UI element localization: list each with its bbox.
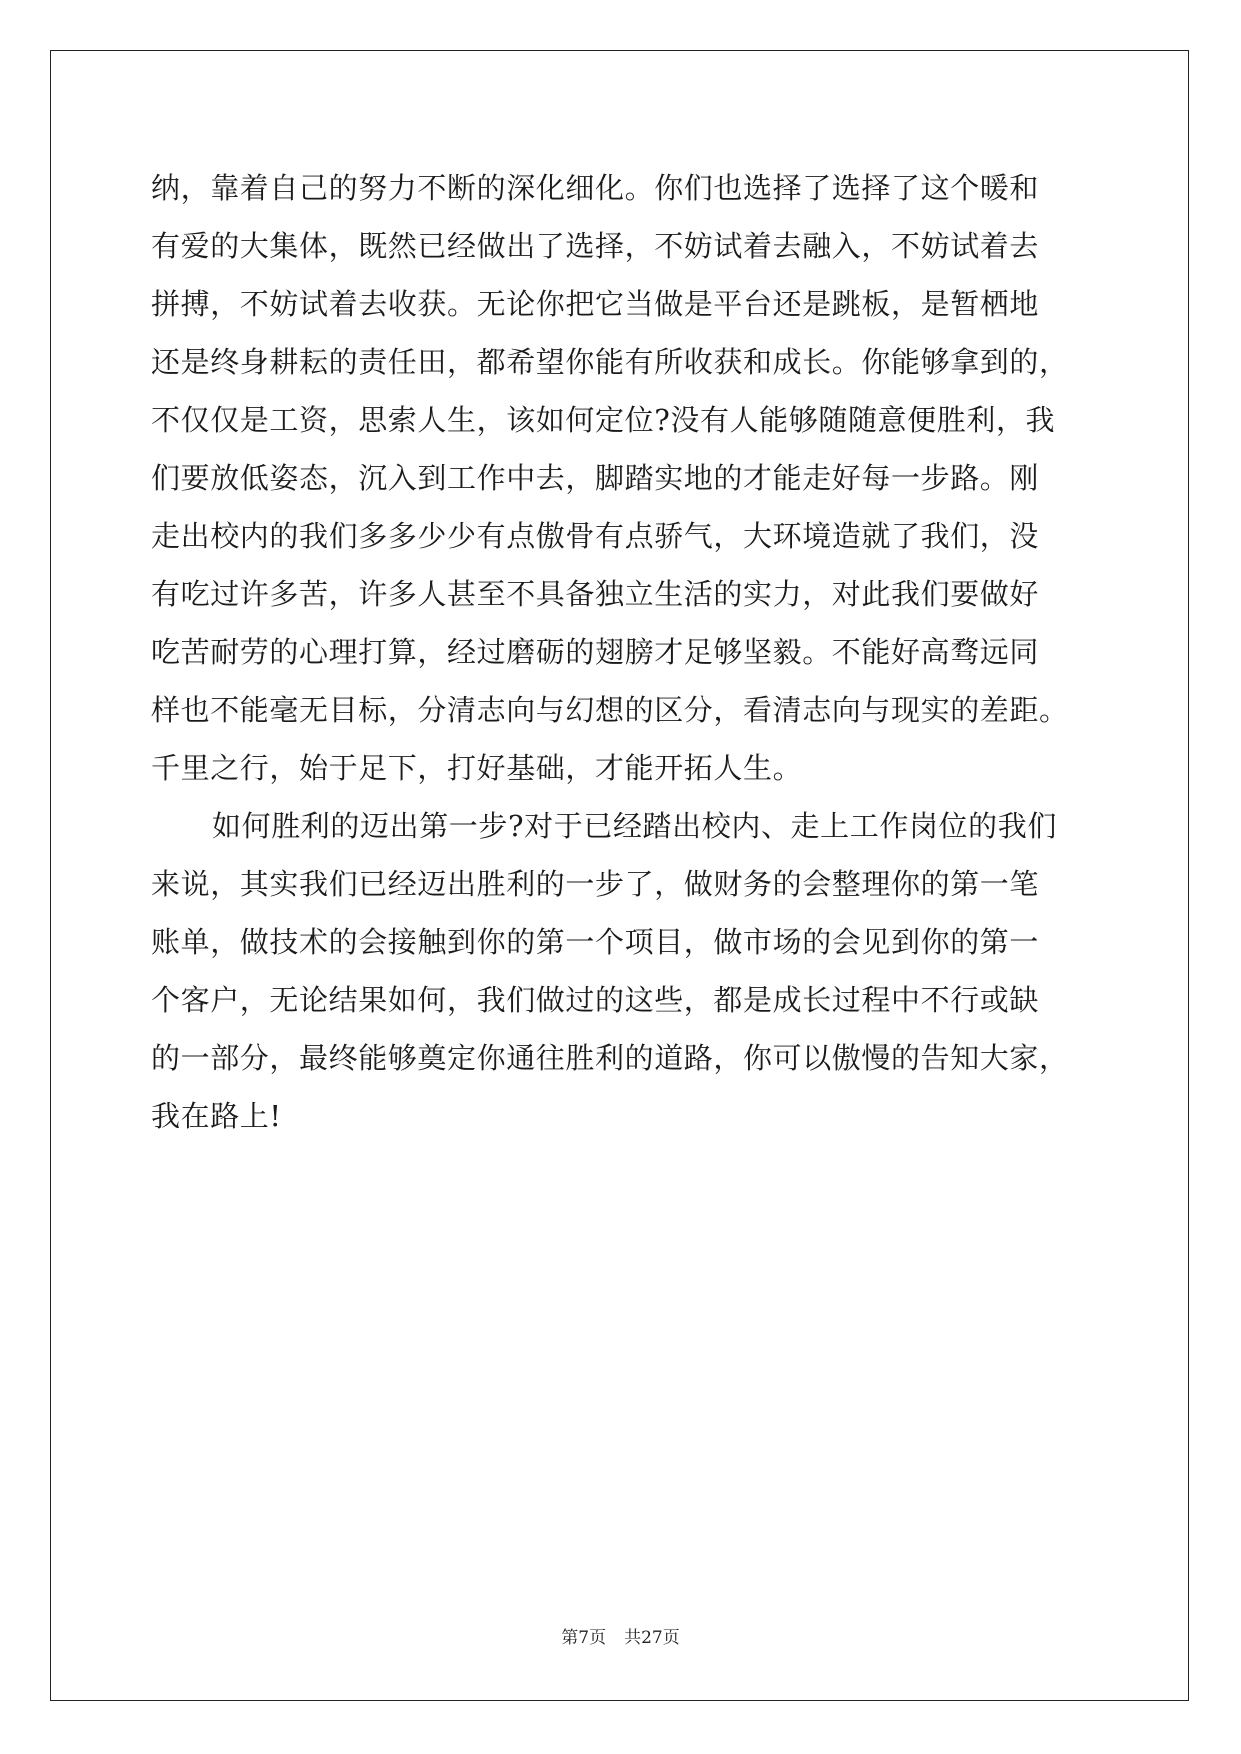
paragraph-line: 个客户，无论结果如何，我们做过的这些，都是成长过程中不行或缺 [151,983,1040,1017]
paragraph-line: 样也不能毫无目标，分清志向与幻想的区分，看清志向与现实的差距。 [151,693,1069,727]
paragraph-line-indented: 如何胜利的迈出第一步?对于已经踏出校内、走上工作岗位的我们 [212,809,1057,843]
paragraph-line: 的一部分，最终能够奠定你通往胜利的道路，你可以傲慢的告知大家， [151,1041,1069,1075]
paragraph-line: 有吃过许多苦，许多人甚至不具备独立生活的实力，对此我们要做好 [151,577,1040,611]
page-number-current: 第7页 [561,1628,607,1648]
paragraph-line: 千里之行，始于足下，打好基础，才能开拓人生。 [151,751,803,785]
paragraph-line: 有爱的大集体，既然已经做出了选择，不妨试着去融入，不妨试着去 [151,229,1040,263]
paragraph-line: 吃苦耐劳的心理打算，经过磨砺的翅膀才足够坚毅。不能好高骛远同 [151,635,1040,669]
page-footer [0,1627,1241,1649]
paragraph-line: 们要放低姿态，沉入到工作中去，脚踏实地的才能走好每一步路。刚 [151,461,1040,495]
paragraph-line: 账单，做技术的会接触到你的第一个项目，做市场的会见到你的第一 [151,925,1040,959]
paragraph-line: 不仅仅是工资，思索人生，该如何定位?没有人能够随随意便胜利，我 [151,403,1056,437]
paragraph-line: 来说，其实我们已经迈出胜利的一步了，做财务的会整理你的第一笔 [151,867,1040,901]
paragraph-line: 还是终身耕耘的责任田，都希望你能有所收获和成长。你能够拿到的， [151,345,1069,379]
paragraph-line: 拼搏，不妨试着去收获。无论你把它当做是平台还是跳板，是暂栖地 [151,287,1040,321]
paragraph-line: 纳，靠着自己的努力不断的深化细化。你们也选择了选择了这个暖和 [151,171,1040,205]
paragraph-line: 走出校内的我们多多少少有点傲骨有点骄气，大环境造就了我们，没 [151,519,1040,553]
page-number-total: 共27页 [624,1628,680,1648]
paragraph-line: 我在路上! [151,1099,282,1133]
